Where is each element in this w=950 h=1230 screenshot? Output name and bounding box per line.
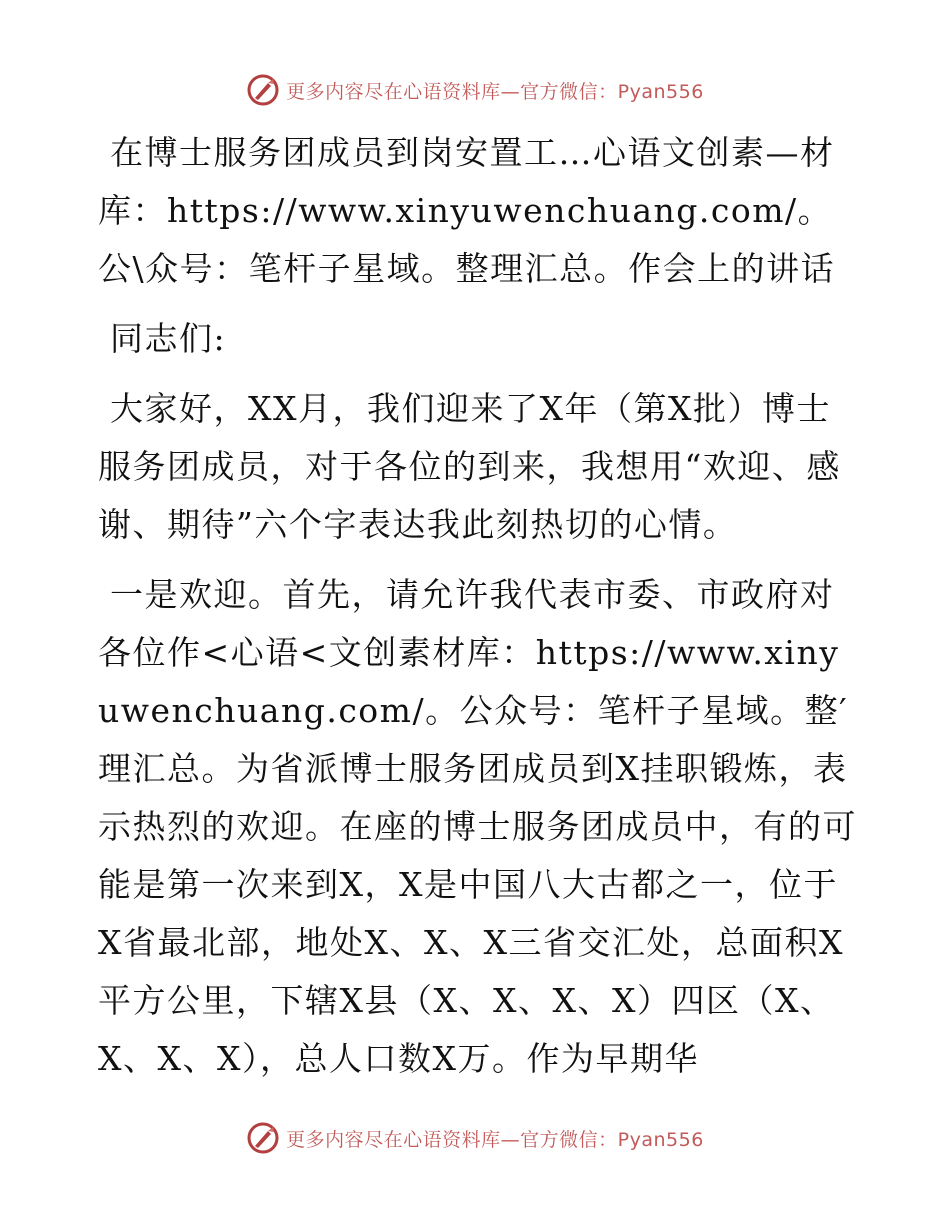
greeting: 同志们: <box>110 319 227 358</box>
document-body <box>98 124 858 1100</box>
watermark-text: 更多内容尽在心语资料库—官方微信：Pyan556 <box>286 80 704 103</box>
document-title: 在博士服务团成员到岗安置工…心语文创素—材库：https://www.xinyuwenchuang.com/。公\众号：笔杆子星域。整理汇总。作会上的讲话 <box>98 133 836 288</box>
quill-seal-icon <box>246 1121 280 1155</box>
footer-watermark <box>0 1118 950 1158</box>
quill-seal-icon <box>246 73 280 107</box>
paragraph-2: 一是欢迎。首先，请允许我代表市委、市政府对各位作<心语<文创素材库：https://www.xinyuwenchuang.com/。公众号：笔杆子星域。整′理汇总。为省派博士服务团成员到X挂职锻炼，表示热烈的欢迎。在座的博士服务团成员中，有的可能是第一次来到X，X是中国八大古都之一，位于X省最北部，地处X、X、X三省交汇处，总面积X平方公里，下辖X县（X、X、X、X）四区（X、X、X、X），总人口数X万。作为早期华 <box>98 575 857 1078</box>
header-watermark <box>0 70 950 110</box>
watermark-text: 更多内容尽在心语资料库—官方微信：Pyan556 <box>286 1128 704 1151</box>
paragraph-1: 大家好，XX月，我们迎来了X年（第X批）博士服务团成员，对于各位的到来，我想用“欢迎、感谢、期待”六个字表达我此刻热切的心情。 <box>98 389 841 544</box>
